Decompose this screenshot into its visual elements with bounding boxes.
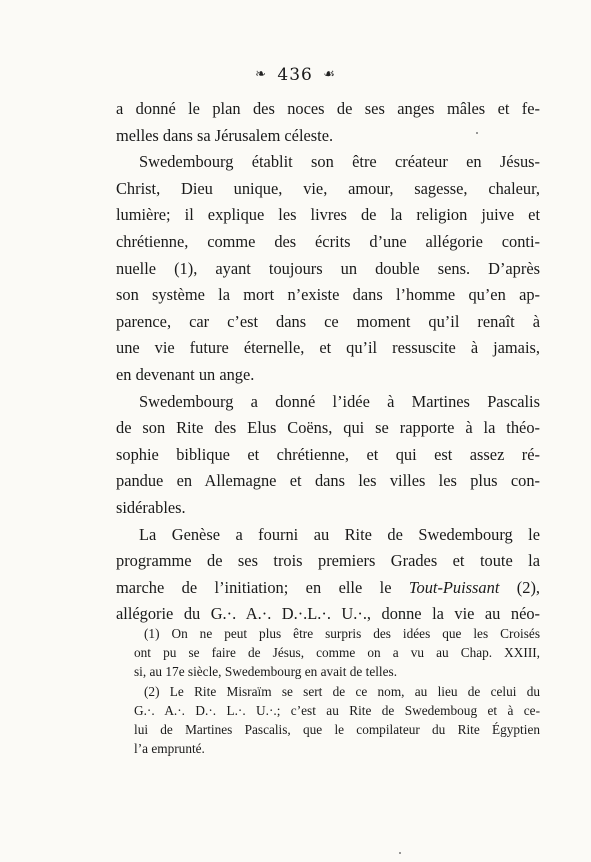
paragraph-2 [116,149,540,388]
text-line: parence, car c’est dans ce moment qu’il renaît à [116,311,540,331]
left-ornament-icon: ❧ [255,67,267,82]
text-line: une vie future éternelle, et qu’il ressuscite à jamais, [116,338,540,358]
footnote-line: l’a emprunté. [134,741,205,757]
text-line: lumière; il explique les livres de la religion juive et [116,205,540,225]
text-line: en devenant un ange. [116,364,255,384]
text-line: pandue en Allemagne et dans les villes les plus con- [116,471,540,491]
text-line [116,575,540,602]
text-line: Christ, Dieu unique, vie, amour, sagesse, chaleur, [116,178,540,198]
footnote-line: (1) On ne peut plus être surpris des idées que les Croisés [144,626,540,641]
paper-speck [476,132,478,134]
footnote-line: G.·. A.·. D.·. L.·. U.·.; c’est au Rite de Swedemboug et à ce- [134,702,540,718]
footnote-2 [134,682,540,759]
footnote-1 [134,624,540,682]
text-line: de son Rite des Elus Coëns, qui se rapporte à la théo- [116,418,540,438]
text-line: La Genèse a fourni au Rite de Swedembourg le [139,524,540,544]
paragraph-1 [116,96,540,149]
text-line: sophie biblique et chrétienne, et qui est assez ré- [116,444,540,464]
text-line: sidérables. [116,497,186,517]
text-line: Swedembourg établit son être créateur en Jésus- [139,152,540,172]
text-line: melles dans sa Jérusalem céleste. [116,125,334,145]
text-line: nuelle (1), ayant toujours un double sens. D’après [116,258,540,278]
page-header [0,64,591,85]
main-text [116,96,540,628]
text-line: chrétienne, comme des écrits d’une allégorie conti- [116,231,540,251]
paragraph-4 [116,522,540,628]
paper-speck [399,852,401,854]
text-line: son système la mort n’existe dans l’homme qu’en ap- [116,285,540,305]
page-number: 436 [277,64,313,85]
text-segment: (2), [499,577,540,597]
paragraph-3 [116,389,540,522]
right-ornament-icon: ☙ [323,67,336,82]
footnote-line: si, au 17e siècle, Swedembourg en avait de telles. [134,664,398,680]
text-line: programme de ses trois premiers Grades et toute la [116,551,540,571]
footnote-line: lui de Martines Pascalis, que le compilateur du Rite Égyptien [134,722,540,738]
text-segment: marche de l’initiation; en elle le [116,577,409,597]
footnotes [134,624,540,758]
text-line: a donné le plan des noces de ses anges mâles et fe- [116,99,540,118]
italic-term: Tout-Puissant [408,577,500,597]
text-line: Swedembourg a donné l’idée à Martines Pascalis [139,391,540,411]
footnote-line: (2) Le Rite Misraïm se sert de ce nom, au lieu de celui du [144,683,540,699]
footnote-line: ont pu se faire de Jésus, comme on a vu au Chap. XXIII, [134,645,540,661]
text-line: allégorie du G.·. A.·. D.·.L.·. U.·., donne la vie au néo- [116,604,540,624]
